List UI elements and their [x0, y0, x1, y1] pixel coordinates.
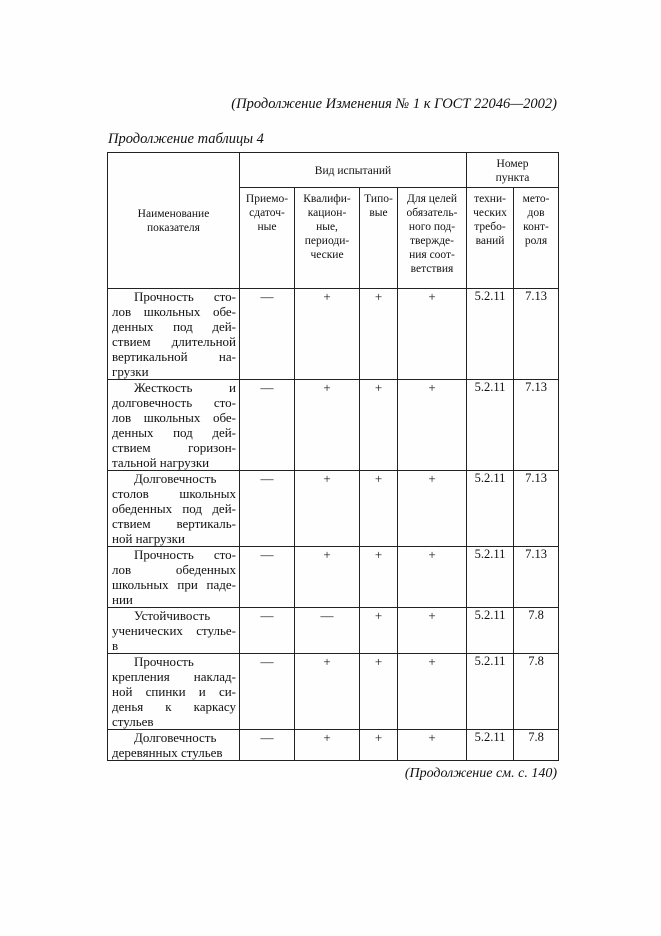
tech-requirements-clause: 5.2.11	[467, 730, 514, 761]
tech-requirements-clause: 5.2.11	[467, 547, 514, 608]
table-row	[108, 654, 559, 730]
header-qualification: Квалифи- кацион- ные, периоди- ческие	[295, 188, 360, 289]
header-tech-requirements: техни- ческих требо- ваний	[467, 188, 514, 289]
indicator-name: Долговечность столов школьных обеденных под дей- ствием вертикаль- ной нагрузки	[108, 471, 240, 547]
mark-qualification: —	[295, 608, 360, 654]
mark-acceptance: —	[240, 547, 295, 608]
continuation-footer: (Продолжение см. с. 140)	[404, 766, 557, 781]
mark-type-tests: +	[360, 654, 398, 730]
mark-type-tests: +	[360, 608, 398, 654]
mark-acceptance: —	[240, 380, 295, 471]
mark-type-tests: +	[360, 289, 398, 380]
mark-qualification: +	[295, 289, 360, 380]
mark-qualification: +	[295, 471, 360, 547]
table-row	[108, 289, 559, 380]
table-body	[108, 289, 559, 761]
indicator-name: Устойчивость ученических стулье- в	[108, 608, 240, 654]
table-caption: Продолжение таблицы 4	[108, 131, 264, 147]
tech-requirements-clause: 5.2.11	[467, 471, 514, 547]
mark-type-tests: +	[360, 380, 398, 471]
indicator-name: Прочность сто- лов обеденных школьных при паде- нии	[108, 547, 240, 608]
header-control-methods: мето- дов конт- роля	[514, 188, 559, 289]
control-method-clause: 7.8	[514, 608, 559, 654]
mark-qualification: +	[295, 730, 360, 761]
mark-acceptance: —	[240, 608, 295, 654]
mark-type-tests: +	[360, 547, 398, 608]
mark-acceptance: —	[240, 730, 295, 761]
header-indicator-name: Наименование показателя	[108, 153, 240, 289]
table-row	[108, 547, 559, 608]
mark-qualification: +	[295, 380, 360, 471]
tech-requirements-clause: 5.2.11	[467, 380, 514, 471]
control-method-clause: 7.13	[514, 380, 559, 471]
table-row	[108, 730, 559, 761]
indicator-name: Прочность сто- лов школьных обе- денных под дей- ствием длительной вертикальной на- грузки	[108, 289, 240, 380]
indicator-name: Долговечность деревянных стульев	[108, 730, 240, 761]
tech-requirements-clause: 5.2.11	[467, 289, 514, 380]
control-method-clause: 7.8	[514, 654, 559, 730]
table-row	[108, 608, 559, 654]
mark-conformity: +	[398, 654, 467, 730]
mark-conformity: +	[398, 730, 467, 761]
mark-conformity: +	[398, 380, 467, 471]
header-type-tests: Типо- вые	[360, 188, 398, 289]
mark-conformity: +	[398, 289, 467, 380]
indicator-name: Жесткость и долговечность сто- лов школьных обе- денных под дей- ствием горизон- тальной нагрузки	[108, 380, 240, 471]
mark-qualification: +	[295, 547, 360, 608]
indicator-name: Прочность крепления наклад- ной спинки и си- денья к каркасу стульев	[108, 654, 240, 730]
mark-acceptance: —	[240, 654, 295, 730]
mark-acceptance: —	[240, 471, 295, 547]
control-method-clause: 7.8	[514, 730, 559, 761]
control-method-clause: 7.13	[514, 289, 559, 380]
mark-conformity: +	[398, 608, 467, 654]
control-method-clause: 7.13	[514, 471, 559, 547]
control-method-clause: 7.13	[514, 547, 559, 608]
header-conformity: Для целей обязатель- ного под- тверждe- ния соот- ветствия	[398, 188, 467, 289]
mark-conformity: +	[398, 471, 467, 547]
tech-requirements-clause: 5.2.11	[467, 608, 514, 654]
table-row	[108, 471, 559, 547]
table-row	[108, 380, 559, 471]
header-clause-number: Номер пункта	[467, 153, 559, 188]
mark-conformity: +	[398, 547, 467, 608]
mark-type-tests: +	[360, 471, 398, 547]
mark-type-tests: +	[360, 730, 398, 761]
header-test-type: Вид испытаний	[240, 153, 467, 188]
header-acceptance: Приемо- сдаточ- ные	[240, 188, 295, 289]
test-table	[107, 152, 559, 761]
tech-requirements-clause: 5.2.11	[467, 654, 514, 730]
mark-acceptance: —	[240, 289, 295, 380]
mark-qualification: +	[295, 654, 360, 730]
continuation-header: (Продолжение Изменения № 1 к ГОСТ 22046—2002)	[231, 96, 557, 112]
